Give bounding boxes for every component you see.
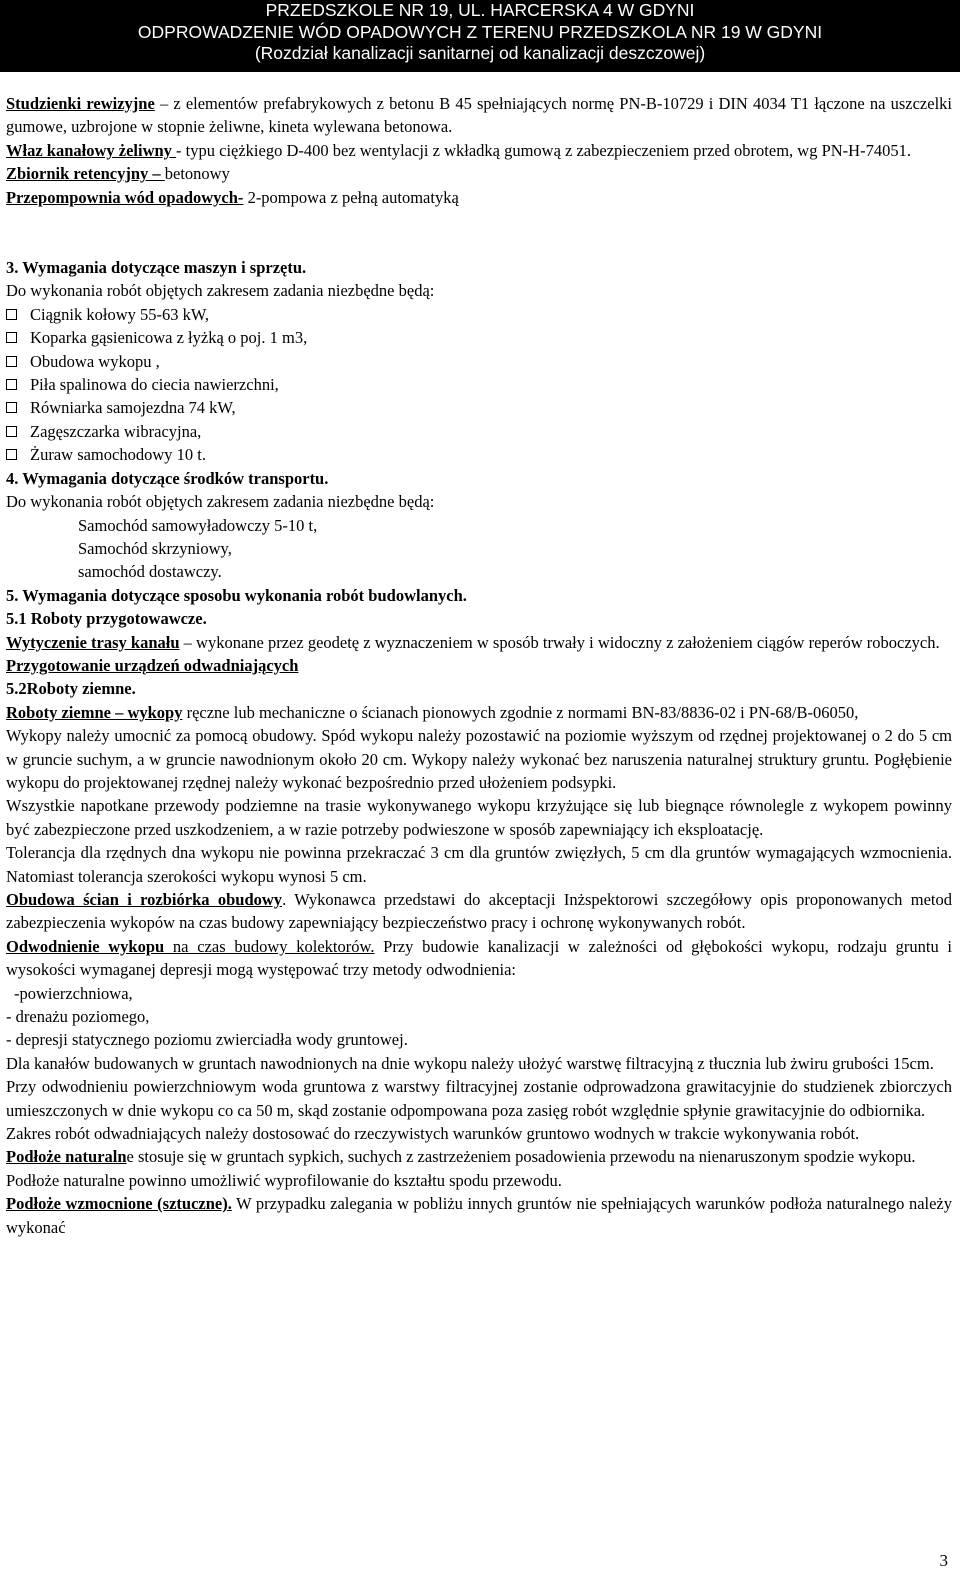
header-line-2: ODPROWADZENIE WÓD OPADOWYCH Z TERENU PRZEDSZKOLA NR 19 W GDYNI xyxy=(137,21,823,42)
machine-list xyxy=(6,303,952,467)
paragraph-obudowa xyxy=(6,888,952,935)
list-item-label: Równiarka samojezdna 74 kW, xyxy=(30,398,236,418)
term-podloze-wzmocnione: Podłoże wzmocnione (sztuczne). xyxy=(6,1194,232,1214)
text-studzienki: – z elementów prefabrykowych z betonu B 45 spełniających normę PN-B-10729 i DIN 4034 T1 łączone na uszczelki gumowe, uzbrojone w stopnie żeliwne, kineta wylewana betonowa. xyxy=(6,94,952,137)
paragraph-wyprofilowanie: Podłoże naturalne powinno umożliwić wyprofilowanie do kształtu spodu przewodu. xyxy=(6,1170,562,1190)
list-item-label: Koparka gąsienicowa z łyżką o poj. 1 m3, xyxy=(30,328,308,348)
paragraph-podloze-naturalne xyxy=(6,1145,952,1168)
section-3-intro: Do wykonania robót objętych zakresem zadania niezbędne będą: xyxy=(6,281,435,301)
list-item xyxy=(6,443,952,466)
list-item xyxy=(6,373,952,396)
section-5-2-heading: 5.2Roboty ziemne. xyxy=(6,679,136,699)
list-item-label: Piła spalinowa do ciecia nawierzchni, xyxy=(30,375,279,395)
page-number: 3 xyxy=(939,1551,948,1570)
term-roboty-ziemne: Roboty ziemne – wykopy xyxy=(6,702,183,722)
term-podloze-naturalne: Podłoże naturaln xyxy=(6,1147,127,1167)
text-podloze-wzmocnione: W przypadku zalegania w pobliżu innych gruntów nie spełniających warunków podłoża naturalnego należy wykonać xyxy=(6,1194,953,1237)
term-odwodnienie: Odwodnienie wykopu xyxy=(6,936,173,956)
section-5-heading: 5. Wymagania dotyczące sposobu wykonania robót budowlanych. xyxy=(6,585,467,605)
list-item-label: Żuraw samochodowy 10 t. xyxy=(30,445,206,465)
text-przepompownia: 2-pompowa z pełną automatyką xyxy=(243,187,459,207)
section-5-1-heading: 5.1 Roboty przygotowawcze. xyxy=(6,609,207,629)
checkbox-icon xyxy=(6,449,17,460)
section-4-intro: Do wykonania robót objętych zakresem zadania niezbędne będą: xyxy=(6,492,435,512)
list-item-label: Ciągnik kołowy 55-63 kW, xyxy=(30,304,210,324)
checkbox-icon xyxy=(6,309,17,320)
term-obudowa: Obudowa ścian i rozbiórka obudowy xyxy=(6,890,283,909)
paragraph-studzienki xyxy=(6,92,952,139)
text-odwodnienie-dot: . xyxy=(370,936,375,956)
method-item: -powierzchniowa, xyxy=(14,983,133,1003)
paragraph-odwodnienie-powierzchniowe: Przy odwodnieniu powierzchniowym woda gruntowa z warstwy filtracyjnej zostanie odprowadzona grawitacyjnie do studzienek zbiorczych umieszczonych w dnie wykopu co ca 50 m, skąd zostanie odpompowana poza zasięg robót względnie spłynie grawitacyjnie do odbiornika. xyxy=(6,1077,952,1120)
checkbox-icon xyxy=(6,356,17,367)
transport-item: samochód dostawczy. xyxy=(78,562,222,582)
list-item xyxy=(6,420,952,443)
list-item xyxy=(6,396,952,419)
paragraph-podloze-wzmocnione xyxy=(6,1192,952,1239)
heading-przygotowanie: Przygotowanie urządzeń odwadniających xyxy=(6,655,299,675)
text-odwodnienie-underlined: na czas budowy kolektorów xyxy=(172,936,371,956)
paragraph-zakres: Zakres robót odwadniających należy dostosować do rzeczywistych warunków gruntowo wodnych w trakcie wykonywania robót. xyxy=(6,1124,860,1144)
section-3-heading: 3. Wymagania dotyczące maszyn i sprzętu. xyxy=(6,258,307,278)
transport-item: Samochód skrzyniowy, xyxy=(78,538,232,558)
section-4-heading: 4. Wymagania dotyczące środków transportu. xyxy=(6,468,329,488)
paragraph-wlaz xyxy=(6,139,952,162)
spacer xyxy=(6,209,952,256)
list-item-label: Obudowa wykopu , xyxy=(30,351,160,371)
text-obudowa: . Wykonawca przedstawi do akceptacji Inżspektorowi szczegółowy opis proponowanych metod zabezpieczenia wykopów na czas budowy zapewniający bezpieczeństwo pracy i ochronę wykonywanych robót. xyxy=(6,890,952,933)
page-header xyxy=(0,0,960,72)
paragraph-roboty-ziemne xyxy=(6,701,952,724)
list-item xyxy=(6,303,952,326)
term-zbiornik: Zbiornik retencyjny – xyxy=(6,164,165,184)
header-line-3: (Rozdział kanalizacji sanitarnej od kanalizacji deszczowej) xyxy=(254,43,706,63)
document-body xyxy=(6,92,952,1239)
text-roboty-ziemne: ręczne lub mechaniczne o ścianach pionowych zgodnie z normami BN-83/8836-02 i PN-68/B-06050, xyxy=(182,702,859,722)
list-item xyxy=(6,326,952,349)
paragraph-odwodnienie xyxy=(6,935,952,982)
term-wlaz: Właz kanałowy żeliwny xyxy=(6,140,177,160)
checkbox-icon xyxy=(6,402,17,413)
text-podloze-naturalne: e stosuje się w gruntach sypkich, suchych z zastrzeżeniem posadowienia przewodu na nienaruszonym spodzie wykopu. xyxy=(126,1147,916,1167)
text-wytyczenie: – wykonane przez geodetę z wyznaczeniem w sposób trwały i widoczny z założeniem ciągów reperów roboczych. xyxy=(179,632,940,652)
term-wytyczenie: Wytyczenie trasy kanału xyxy=(6,632,180,652)
header-line-1: PRZEDSZKOLE NR 19, UL. HARCERSKA 4 W GDYNI xyxy=(265,0,695,20)
text-zbiornik: betonowy xyxy=(164,164,230,184)
list-item-label: Zagęszczarka wibracyjna, xyxy=(30,421,202,441)
term-przepompownia: Przepompownia wód opadowych- xyxy=(6,187,244,207)
paragraph-przewody: Wszystkie napotkane przewody podziemne na trasie wykonywanego wykopu krzyżujące się lub biegnące równolegle z wykopem powinny być zabezpieczone przed uszkodzeniem, a w razie potrzeby podwieszone w sposób zapewniający ich eksploatację. xyxy=(6,796,952,839)
text-odwodnienie: Przy budowie kanalizacji w zależności od głębokości wykopu, rodzaju gruntu i wysokości wymaganej depresji mogą występować trzy metody odwodnienia: xyxy=(6,936,953,980)
paragraph-zbiornik xyxy=(6,162,952,185)
checkbox-icon xyxy=(6,426,17,437)
paragraph-wytyczenie xyxy=(6,631,952,654)
text-wlaz: - typu ciężkiego D-400 bez wentylacji z wkładką gumową z zabezpieczeniem przed obrotem, wg PN-H-74051. xyxy=(176,140,911,160)
checkbox-icon xyxy=(6,379,17,390)
paragraph-wykopy: Wykopy należy umocnić za pomocą obudowy. Spód wykopu należy pozostawić na poziomie wyższym od rzędnej projektowanej o 2 do 5 cm w gruncie suchym, a w gruncie nawodnionym około 20 cm. Wykopy należy wykonać bez naruszenia naturalnej struktury gruntu. Pogłębienie wykopu do projektowanej rzędnej należy wykonać bezpośrednio przed ułożeniem podsypki. xyxy=(6,726,952,792)
method-item: - drenażu poziomego, xyxy=(6,1007,150,1027)
paragraph-przepompownia xyxy=(6,186,952,209)
term-studzienki: Studzienki rewizyjne xyxy=(6,94,155,113)
checkbox-icon xyxy=(6,332,17,343)
paragraph-tolerancja: Tolerancja dla rzędnych dna wykopu nie powinna przekraczać 3 cm dla gruntów zwięzłych, 5 cm dla gruntów wymagających wzmocnienia. Natomiast tolerancja szerokości wykopu wynosi 5 cm. xyxy=(6,843,952,886)
paragraph-warstwa: Dla kanałów budowanych w gruntach nawodnionych na dnie wykopu należy ułożyć warstwę filtracyjną z tłucznia lub żwiru grubości 15cm. xyxy=(6,1053,934,1073)
list-item xyxy=(6,350,952,373)
method-item: - depresji statycznego poziomu zwierciadła wody gruntowej. xyxy=(6,1030,408,1050)
transport-item: Samochód samowyładowczy 5-10 t, xyxy=(78,515,318,535)
